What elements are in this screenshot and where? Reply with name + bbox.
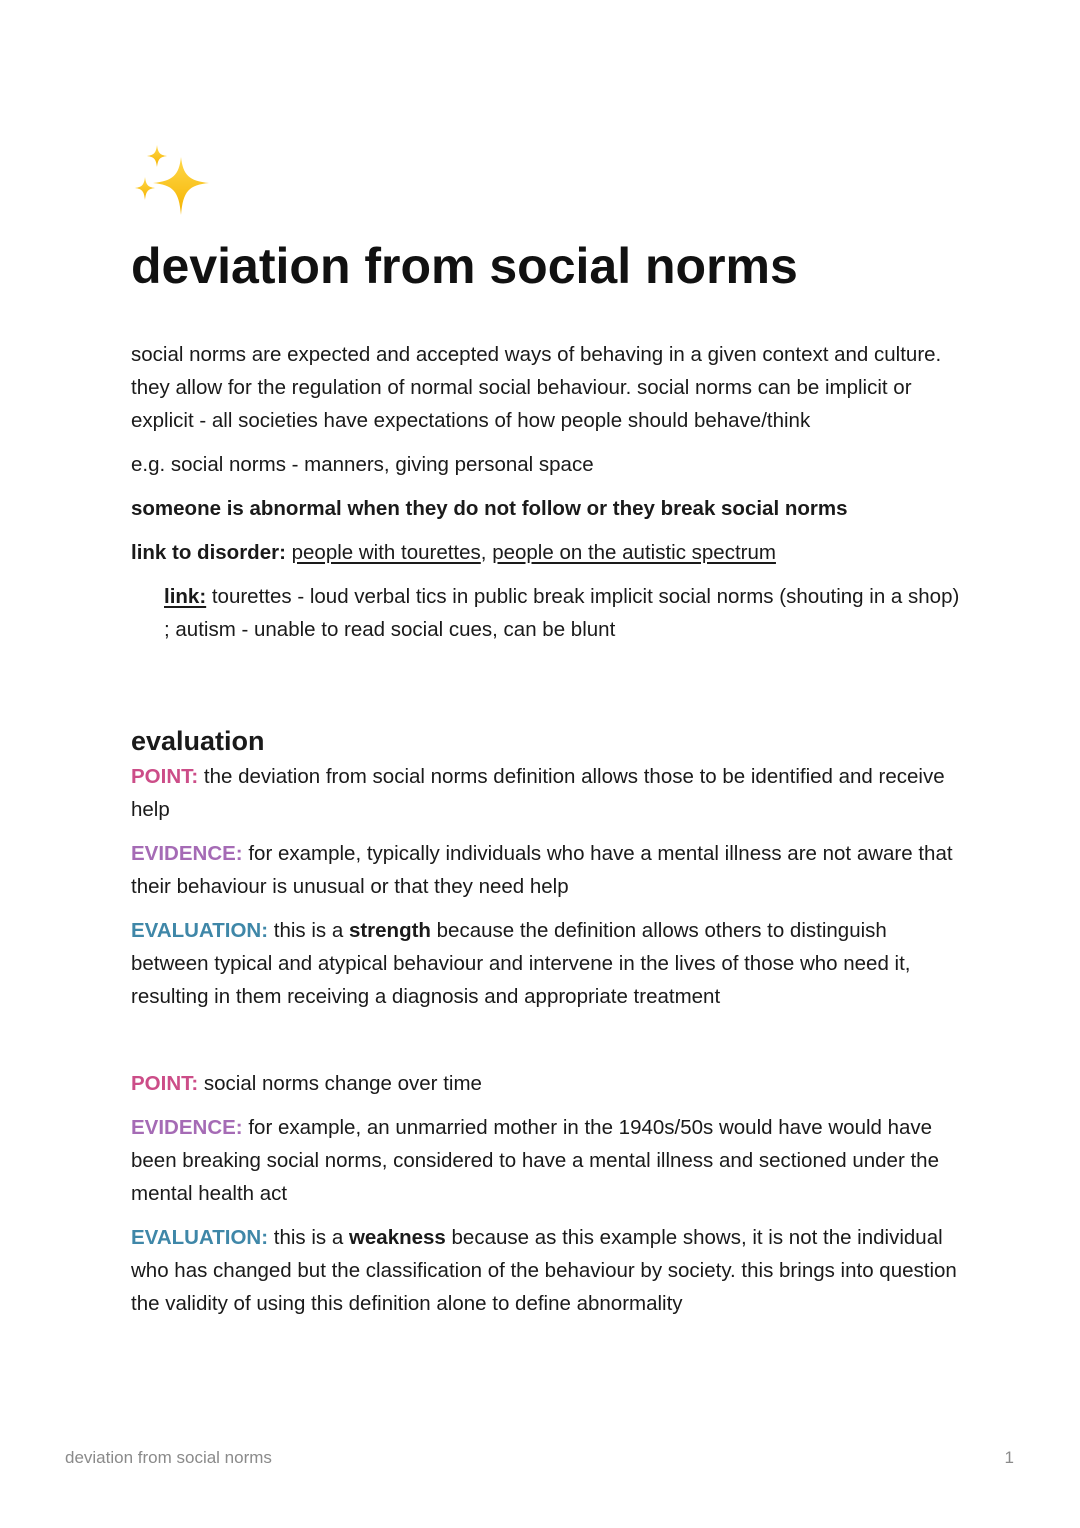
point-text: social norms change over time	[203, 1072, 482, 1095]
evaluation-keyword: weakness	[348, 1226, 446, 1249]
evaluation-label: EVALUATION:	[131, 919, 269, 942]
evidence-label: EVIDENCE:	[131, 1116, 243, 1139]
evaluation-keyword: strength	[348, 919, 431, 942]
link-to-disorder-line	[131, 536, 961, 569]
sub-link-text: tourettes - loud verbal tics in public break implicit social norms (shouting in a shop) ; autism - unable to read social cues, can be blunt	[164, 585, 960, 641]
intro-paragraph: social norms are expected and accepted ways of behaving in a given context and culture. they allow for the regulation of normal social behaviour. social norms can be implicit or explicit - all societies have expectations of how people should behave/think	[131, 343, 942, 432]
link-to-disorder-label: link to disorder:	[131, 541, 286, 564]
evidence-paragraph	[131, 837, 961, 903]
point-label: POINT:	[131, 765, 199, 788]
evaluation-paragraph	[131, 1221, 961, 1320]
evaluation-block-2	[131, 1067, 961, 1320]
evaluation-text-post: because as this example shows, it is not the individual who has changed but the classification of the behaviour by society. this brings into question the validity of using this definition alone to define abnormality	[131, 1226, 957, 1315]
evaluation-heading: evaluation	[131, 726, 265, 756]
evaluation-label: EVALUATION:	[131, 1226, 269, 1249]
link-item-autism: people on the autistic spectrum	[492, 541, 776, 564]
sub-link-label: link:	[164, 585, 207, 608]
document-body	[131, 338, 961, 1320]
definition-line: someone is abnormal when they do not follow or they break social norms	[131, 497, 848, 520]
evaluation-text-pre: this is a	[273, 1226, 344, 1249]
evaluation-text-post: because the definition allows others to distinguish between typical and atypical behaviour and intervene in the lives of those who need it, resulting in them receiving a diagnosis and appropriate treatment	[131, 919, 911, 1008]
evidence-label: EVIDENCE:	[131, 842, 243, 865]
page-title: deviation from social norms	[131, 238, 798, 294]
evidence-text: for example, typically individuals who have a mental illness are not aware that their behaviour is unusual or that they need help	[131, 842, 953, 898]
sub-link-paragraph	[131, 580, 961, 646]
point-label: POINT:	[131, 1072, 199, 1095]
evaluation-paragraph	[131, 914, 961, 1013]
footer-doc-title: deviation from social norms	[65, 1448, 272, 1467]
evaluation-block-1	[131, 760, 961, 1013]
evidence-text: for example, an unmarried mother in the 1940s/50s would have would have been breaking social norms, considered to have a mental illness and sectioned under the mental health act	[131, 1116, 939, 1205]
point-paragraph	[131, 1067, 961, 1100]
example-line: e.g. social norms - manners, giving personal space	[131, 453, 594, 476]
link-separator: ,	[480, 541, 487, 564]
link-item-tourettes: people with tourettes	[291, 541, 481, 564]
point-text: the deviation from social norms definition allows those to be identified and receive help	[131, 765, 945, 821]
evaluation-text-pre: this is a	[273, 919, 344, 942]
sparkles-icon	[131, 143, 211, 218]
evidence-paragraph	[131, 1111, 961, 1210]
point-paragraph	[131, 760, 961, 826]
footer-page-number: 1	[1004, 1448, 1014, 1467]
